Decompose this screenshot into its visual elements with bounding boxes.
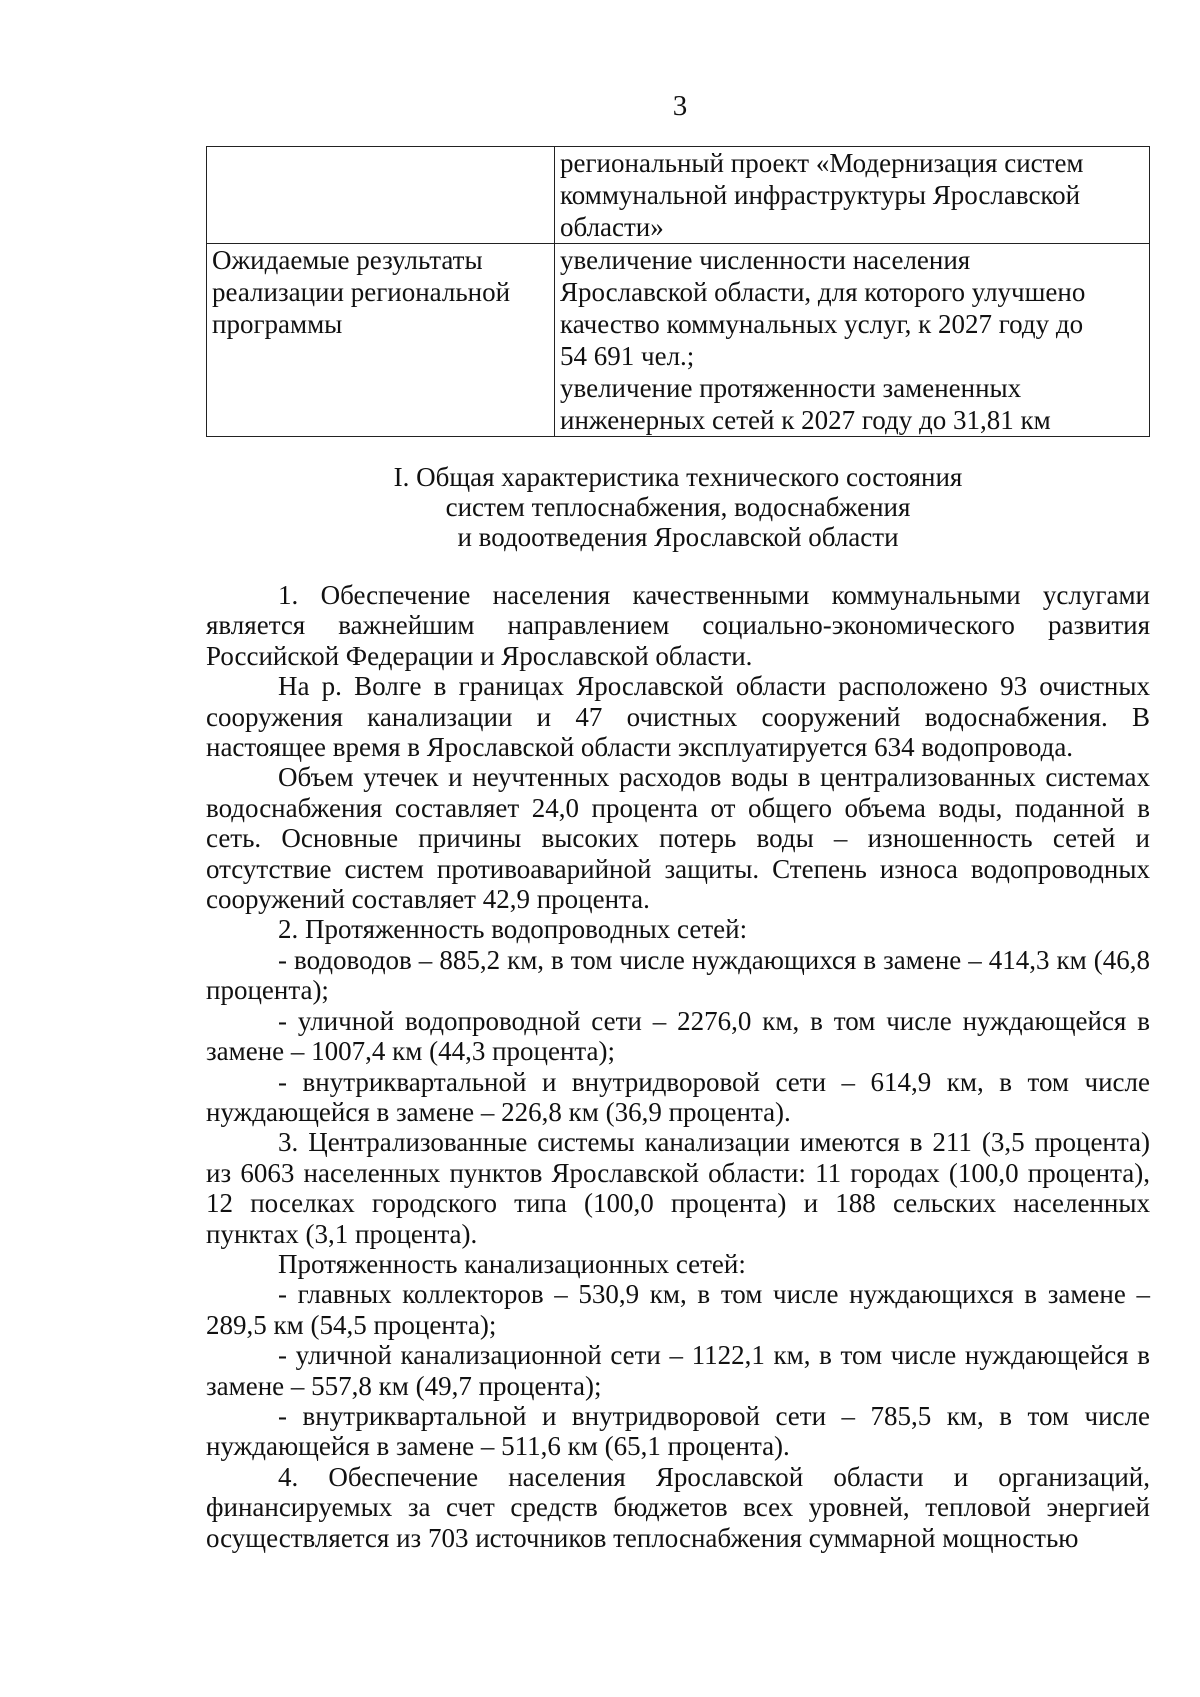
cell-line: Ожидаемые результаты bbox=[212, 245, 483, 275]
paragraph: 2. Протяженность водопроводных сетей: bbox=[278, 914, 748, 945]
paragraph: - внутриквартальной и внутридворовой сети – 785,5 км, в том числе нуждающейся в замене – 511,6 км (65,1 процента). bbox=[206, 1400, 1150, 1462]
paragraph: Объем утечек и неучтенных расходов воды в централизованных системах водоснабжения составляет 24,0 процента от общего объема воды, поданной в сеть. Основные причины высоких потерь воды – изношенность сетей и отсутствие систем противоаварийной защиты. Степень износа водопроводных сооружений составляет 42,9 процента. bbox=[206, 762, 1150, 915]
table-cell-value bbox=[555, 147, 1150, 244]
cell-line: 54 691 чел.; bbox=[560, 341, 695, 371]
heading-line: систем теплоснабжения, водоснабжения bbox=[445, 492, 911, 522]
heading-line: и водоотведения Ярославской области bbox=[457, 522, 899, 552]
cell-line: увеличение протяженности замененных bbox=[560, 373, 1022, 403]
paragraph: - внутриквартальной и внутридворовой сети – 614,9 км, в том числе нуждающейся в замене – 226,8 км (36,9 процента). bbox=[206, 1066, 1150, 1127]
program-passport-table bbox=[206, 146, 1150, 437]
paragraph: - водоводов – 885,2 км, в том числе нуждающихся в замене – 414,3 км (46,8 процента); bbox=[206, 944, 1150, 1006]
cell-line: коммунальной инфраструктуры Ярославской bbox=[560, 180, 1081, 210]
paragraph: 3. Централизованные системы канализации имеются в 211 (3,5 процента) из 6063 населенных пунктов Ярославской области: 11 городах (100,0 процента), 12 поселках городского типа (100,0 процента) и 188 сельских населенных пунктах (3,1 процента). bbox=[206, 1127, 1150, 1249]
paragraph: Протяженность канализационных сетей: bbox=[278, 1248, 746, 1279]
paragraph: - уличной водопроводной сети – 2276,0 км, в том числе нуждающейся в замене – 1007,4 км (44,3 процента); bbox=[206, 1005, 1150, 1067]
cell-line: увеличение численности населения bbox=[560, 245, 971, 275]
table-cell-value bbox=[555, 244, 1150, 437]
cell-line: области» bbox=[560, 212, 664, 242]
section-heading bbox=[206, 462, 1150, 552]
paragraph: 1. Обеспечение населения качественными коммунальными услугами является важнейшим направлением социально-экономического развития Российской Федерации и Ярославской области. bbox=[206, 580, 1150, 671]
paragraph: - главных коллекторов – 530,9 км, в том числе нуждающихся в замене – 289,5 км (54,5 процента); bbox=[206, 1279, 1150, 1340]
table-cell-label bbox=[207, 244, 555, 437]
table-row bbox=[207, 147, 1150, 244]
cell-line: реализации региональной bbox=[212, 277, 511, 307]
paragraph: 4. Обеспечение населения Ярославской области и организаций, финансируемых за счет средств бюджетов всех уровней, тепловой энергией осуществляется из 703 источников теплоснабжения суммарной мощностью bbox=[206, 1461, 1150, 1553]
table-row bbox=[207, 244, 1150, 437]
table-cell-label bbox=[207, 147, 555, 244]
heading-line: I. Общая характеристика технического состояния bbox=[393, 462, 963, 492]
document-body bbox=[206, 580, 1150, 1553]
paragraph: - уличной канализационной сети – 1122,1 км, в том числе нуждающейся в замене – 557,8 км (49,7 процента); bbox=[206, 1340, 1150, 1401]
cell-line: Ярославской области, для которого улучшено bbox=[560, 277, 1086, 307]
paragraph: На р. Волге в границах Ярославской области расположено 93 очистных сооружения канализации и 47 очистных сооружений водоснабжения. В настоящее время в Ярославской области эксплуатируется 634 водопровода. bbox=[206, 671, 1150, 763]
cell-line: инженерных сетей к 2027 году до 31,81 км bbox=[560, 405, 1051, 435]
cell-line: региональный проект «Модернизация систем bbox=[560, 148, 1084, 178]
cell-line: программы bbox=[212, 309, 343, 339]
cell-line: качество коммунальных услуг, к 2027 году до bbox=[560, 309, 1084, 339]
page-number: 3 bbox=[672, 90, 688, 122]
